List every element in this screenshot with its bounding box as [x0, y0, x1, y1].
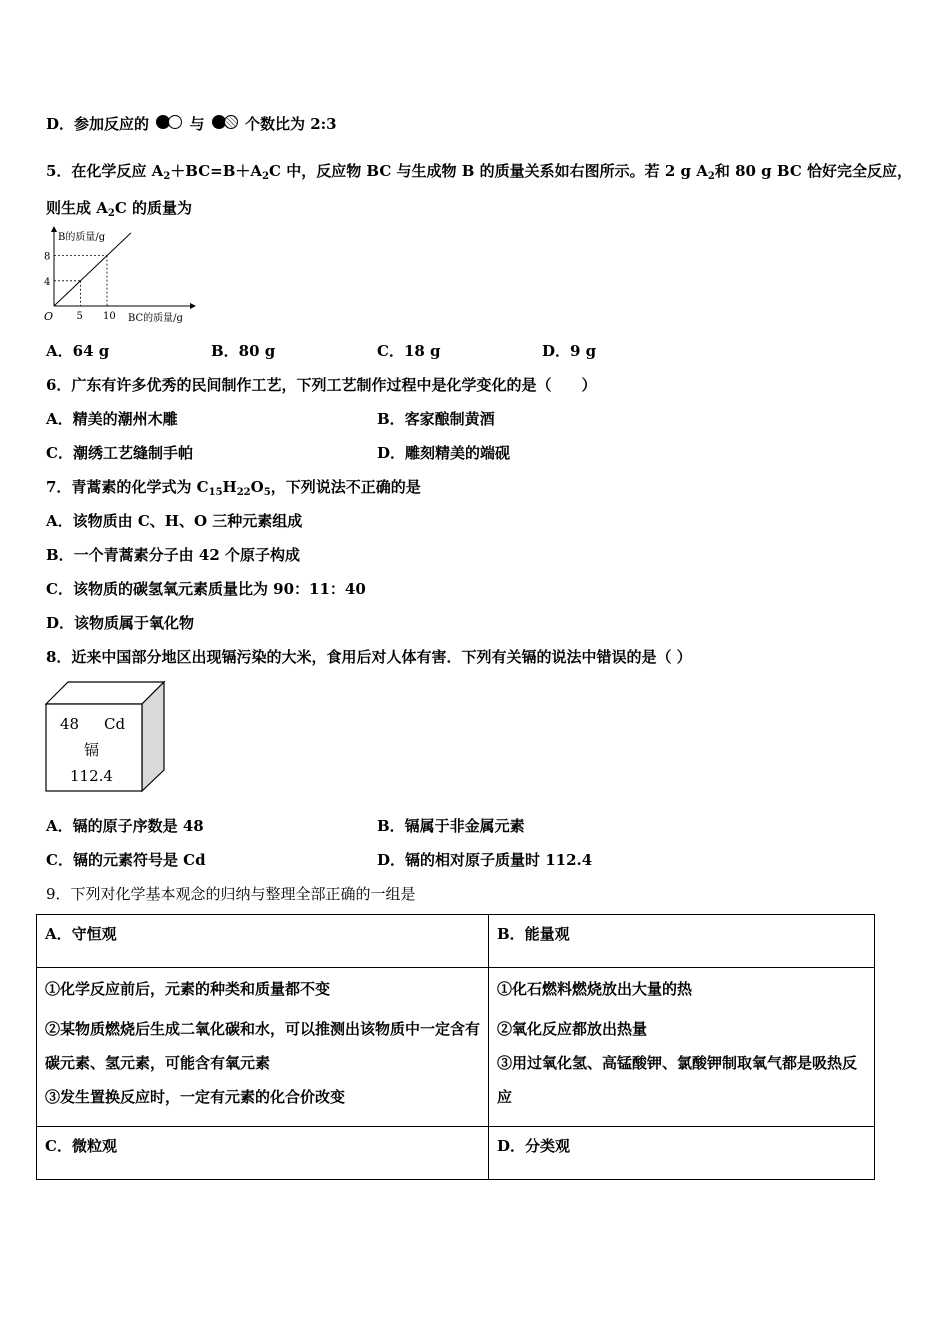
q7-option-b: B．一个青蒿素分子由 42 个原子构成: [46, 546, 300, 564]
q4-option-d-prefix: D．参加反应的: [46, 115, 150, 133]
q5-option-c: C．18 g: [377, 342, 441, 360]
molecule-black-white-icon: [156, 115, 182, 129]
q9-cell-b-title: B．能量观: [489, 915, 875, 968]
q9-table: [36, 914, 875, 1180]
q7-option-d: D．该物质属于氧化物: [46, 614, 195, 632]
q7-option-a: A．该物质由 C、H、O 三种元素组成: [46, 512, 303, 530]
y-axis-arrow: [51, 226, 57, 232]
q7-stem-part2: H: [222, 478, 237, 496]
q9-b-line-3: ③用过氧化氢、高锰酸钾、氯酸钾制取氧气都是吸热反应: [497, 1054, 858, 1106]
q9-a-line-3: ③发生置换反应时，一定有元素的化合价改变: [45, 1088, 346, 1106]
q7-stem: [46, 477, 421, 497]
q6-option-b: B．客家酿制黄酒: [377, 410, 495, 428]
q6-option-d: D．雕刻精美的端砚: [377, 444, 511, 462]
q5-stem-line2: [46, 198, 192, 218]
q9-cell-b-body: [489, 968, 875, 1127]
q9-stem: 9．下列对化学基本观念的归纳与整理全部正确的一组是: [46, 885, 416, 903]
q9-b-line-1: ①化石燃料燃烧放出大量的热: [497, 980, 693, 998]
element-symbol: Cd: [104, 715, 126, 733]
q7-sub-o: 5: [263, 487, 271, 498]
q7-stem-part3: O: [250, 478, 264, 496]
q9-a-line-2: ②某物质燃烧后生成二氧化碳和水，可以推测出该物质中一定含有碳元素、氢元素，可能含有氧元素: [45, 1020, 481, 1072]
q5-stem-line2-part1: 则生成 A: [46, 199, 108, 217]
q5-sub: 2: [107, 208, 115, 219]
q5-stem-line2-part2: C 的质量为: [114, 199, 193, 217]
q7-stem-part1: 7．青蒿素的化学式为 C: [46, 478, 209, 496]
q9-b-line-2: ②氧化反应都放出热量: [497, 1020, 648, 1038]
element-atomic-number: 48: [60, 715, 80, 733]
q8-option-c: C．镉的元素符号是 Cd: [46, 851, 206, 869]
origin-label: O: [44, 310, 54, 323]
q5-stem-part1: 5．在化学反应 A: [46, 162, 164, 180]
y-tick-label-8: 8: [44, 251, 51, 263]
q8-stem: 8．近来中国部分地区出现镉污染的大米，食用后对人体有害．下列有关镉的说法中错误的是（ ）: [46, 648, 692, 666]
x-axis-label: BC的质量/g: [128, 313, 183, 324]
q5-sub: 2: [163, 171, 171, 182]
q9-a-line-1: ①化学反应前后，元素的种类和质量都不变: [45, 980, 331, 998]
q5-option-a: A．64 g: [46, 342, 110, 360]
q5-sub: 2: [707, 171, 715, 182]
q4-option-d-suffix: 个数比为 2:3: [244, 115, 337, 133]
q5-stem-part2: ＋BC=B＋A: [170, 162, 263, 180]
q8-option-d: D．镉的相对原子质量时 112.4: [377, 851, 593, 869]
element-atomic-mass: 112.4: [70, 767, 113, 785]
q4-option-d: [46, 114, 337, 134]
x-tick-label-10: 10: [103, 311, 116, 322]
q8-option-b: B．镉属于非金属元素: [377, 817, 525, 835]
q5-option-b: B．80 g: [211, 342, 276, 360]
q7-option-c: C．该物质的碳氢氧元素质量比为 90：11：40: [46, 580, 366, 598]
y-tick-label-4: 4: [44, 276, 51, 288]
q6-option-c: C．潮绣工艺缝制手帕: [46, 444, 193, 462]
q5-stem-part3: C 中，反应物 BC 与生成物 B 的质量关系如右图所示。若 2 g A: [269, 162, 708, 180]
q7-sub-h: 22: [236, 487, 251, 498]
q9-cell-c-title: C．微粒观: [37, 1127, 489, 1180]
q8-element-cell: [42, 678, 168, 794]
q6-stem: 6．广东有许多优秀的民间制作工艺，下列工艺制作过程中是化学变化的是（ ）: [46, 376, 597, 394]
q9-cell-d-title: D．分类观: [489, 1127, 875, 1180]
molecule-black-hatched-icon: [212, 115, 238, 129]
element-name: 镉: [84, 741, 100, 759]
q7-stem-part4: ，下列说法不正确的是: [270, 478, 421, 496]
x-tick-label-5: 5: [76, 311, 83, 322]
q7-sub-c: 15: [208, 487, 223, 498]
q5-option-d: D．9 g: [542, 342, 597, 360]
q8-option-a: A．镉的原子序数是 48: [46, 817, 204, 835]
q5-chart: [40, 224, 200, 328]
y-axis-label: B的质量/g: [58, 232, 106, 243]
q5-sub: 2: [262, 171, 270, 182]
q5-stem-part4: 和 80 g BC 恰好完全反应，: [714, 162, 913, 180]
x-axis-arrow: [190, 303, 196, 309]
q5-stem-line1: [46, 161, 912, 181]
q4-option-d-mid: 与: [189, 115, 205, 133]
q9-cell-a-title: A．守恒观: [37, 915, 489, 968]
series-line-b: [54, 233, 131, 306]
q6-option-a: A．精美的潮州木雕: [46, 410, 178, 428]
q9-cell-a-body: [37, 968, 489, 1127]
